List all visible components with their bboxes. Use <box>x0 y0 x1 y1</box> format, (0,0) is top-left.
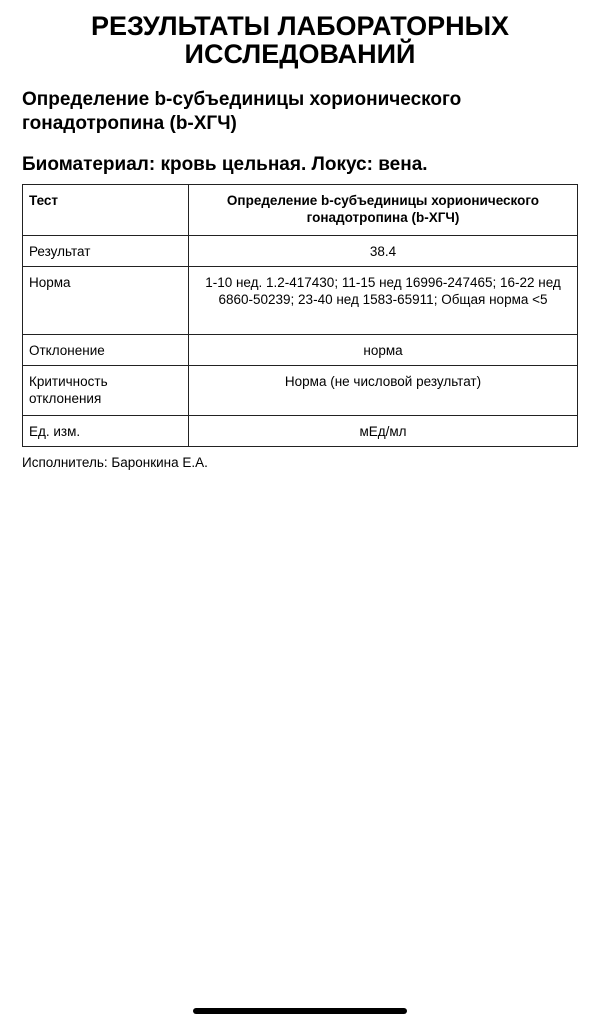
row-key: Критичность отклонения <box>23 366 189 416</box>
row-key: Норма <box>23 267 189 335</box>
row-value: норма <box>189 335 578 366</box>
table-row <box>23 267 578 335</box>
test-name-heading: Определение b-субъединицы хорионического гонадотропина (b-ХГЧ) <box>22 89 462 134</box>
executor-text: Исполнитель: Баронкина Е.А. <box>22 455 208 470</box>
row-key: Ед. изм. <box>23 416 189 447</box>
table-row <box>23 416 578 447</box>
results-table <box>22 184 578 447</box>
table-row <box>23 236 578 267</box>
table-row-header <box>23 185 578 236</box>
home-indicator[interactable] <box>193 1008 407 1014</box>
table-row <box>23 335 578 366</box>
row-value: Норма (не числовой результат) <box>189 366 578 416</box>
table-row <box>23 366 578 416</box>
row-value: мЕд/мл <box>189 416 578 447</box>
row-value: 38.4 <box>189 236 578 267</box>
row-key: Тест <box>23 185 189 236</box>
row-value: 1-10 нед. 1.2-417430; 11-15 нед 16996-247465; 16-22 нед 6860-50239; 23-40 нед 1583-65911; Общая норма <5 <box>189 267 578 335</box>
row-key: Результат <box>23 236 189 267</box>
biomaterial-heading: Биоматериал: кровь цельная. Локус: вена. <box>22 154 428 175</box>
page-title: РЕЗУЛЬТАТЫ ЛАБОРАТОРНЫХ ИССЛЕДОВАНИЙ <box>90 11 510 69</box>
row-value: Определение b-субъединицы хорионического гонадотропина (b-ХГЧ) <box>189 185 578 236</box>
row-key: Отклонение <box>23 335 189 366</box>
